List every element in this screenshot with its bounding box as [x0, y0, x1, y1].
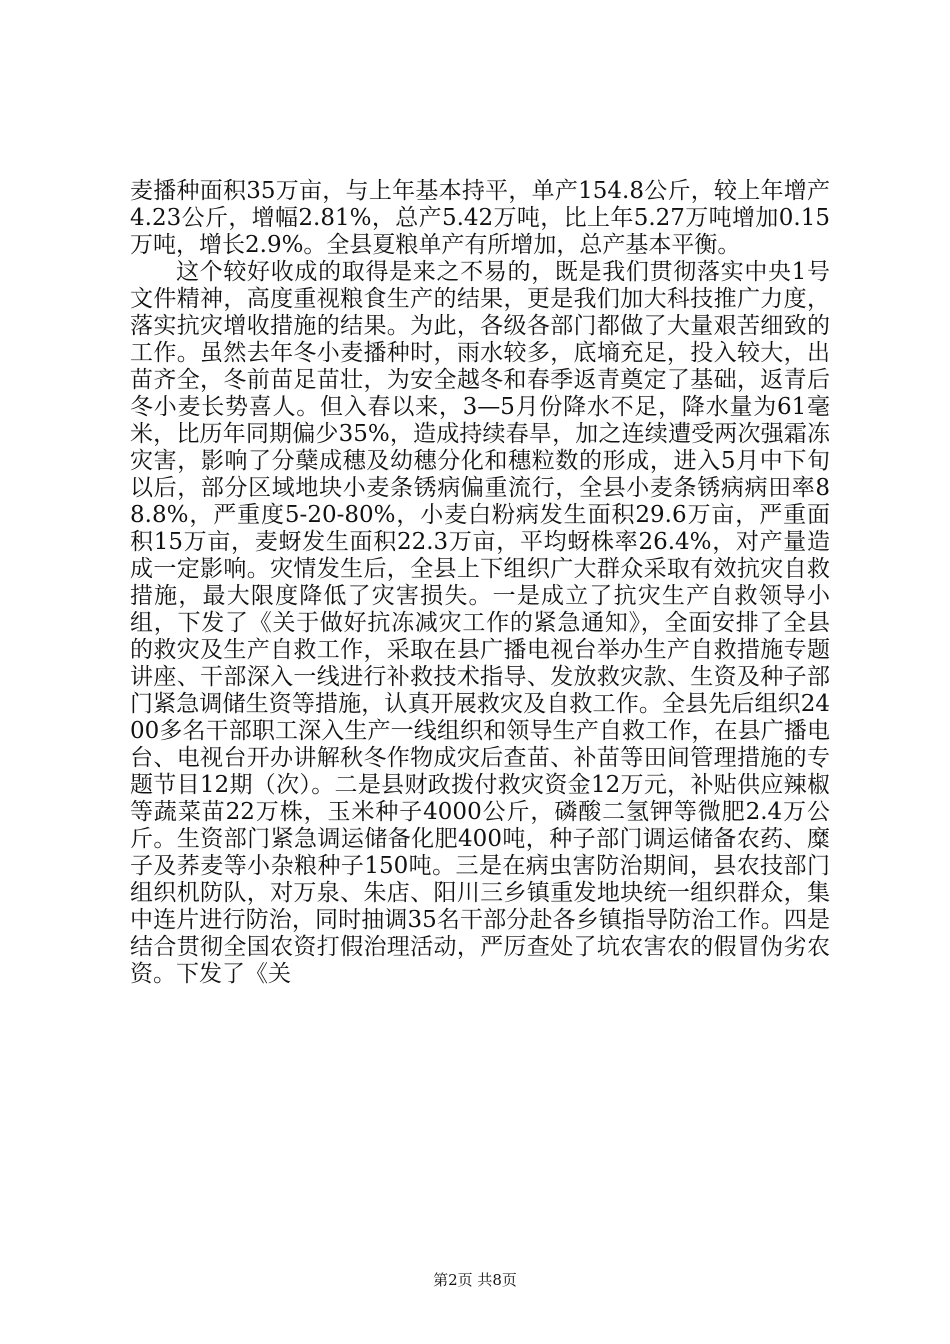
document-body: [130, 178, 830, 988]
page-number-label: 第2页 共8页: [433, 1271, 517, 1289]
paragraph-1: 麦播种面积35万亩，与上年基本持平，单产154.8公斤，较上年增产4.23公斤，增幅2.81%，总产5.42万吨，比上年5.27万吨增加0.15万吨，增长2.9%。全县夏粮单产有所增加，总产基本平衡。: [130, 178, 830, 258]
paragraph-2: 这个较好收成的取得是来之不易的，既是我们贯彻落实中央1号文件精神，高度重视粮食生产的结果，更是我们加大科技推广力度，落实抗灾增收措施的结果。为此，各级各部门都做了大量艰苦细致的工作。虽然去年冬小麦播种时，雨水较多，底墒充足，投入较大，出苗齐全，冬前苗足苗壮，为安全越冬和春季返青奠定了基础，返青后冬小麦长势喜人。但入春以来，3—5月份降水不足，降水量为61毫米，比历年同期偏少35%，造成持续春旱，加之连续遭受两次强霜冻灾害，影响了分蘖成穗及幼穗分化和穗粒数的形成，进入5月中下旬以后，部分区域地块小麦条锈病偏重流行，全县小麦条锈病病田率88.8%，严重度5-20-80%，小麦白粉病发生面积29.6万亩，严重面积15万亩，麦蚜发生面积22.3万亩，平均蚜株率26.4%，对产量造成一定影响。灾情发生后，全县上下组织广大群众采取有效抗灾自救措施，最大限度降低了灾害损失。一是成立了抗灾生产自救领导小组，下发了《关于做好抗冻减灾工作的紧急通知》，全面安排了全县的救灾及生产自救工作，采取在县广播电视台举办生产自救措施专题讲座、干部深入一线进行补救技术指导、发放救灾款、生资及种子部门紧急调储生资等措施，认真开展救灾及自救工作。全县先后组织2400多名干部职工深入生产一线组织和领导生产自救工作，在县广播电台、电视台开办讲解秋冬作物成灾后查苗、补苗等田间管理措施的专题节目12期（次）。二是县财政拨付救灾资金12万元，补贴供应辣椒等蔬菜苗22万株，玉米种子4000公斤，磷酸二氢钾等微肥2.4万公斤。生资部门紧急调运储备化肥400吨，种子部门调运储备农药、糜子及荞麦等小杂粮种子150吨。三是在病虫害防治期间，县农技部门组织机防队，对万泉、朱店、阳川三乡镇重发地块统一组织群众，集中连片进行防治，同时抽调35名干部分赴各乡镇指导防治工作。四是结合贯彻全国农资打假治理活动，严厉查处了坑农害农的假冒伪劣农资。下发了《关: [130, 259, 830, 987]
page-footer: [0, 1270, 950, 1290]
